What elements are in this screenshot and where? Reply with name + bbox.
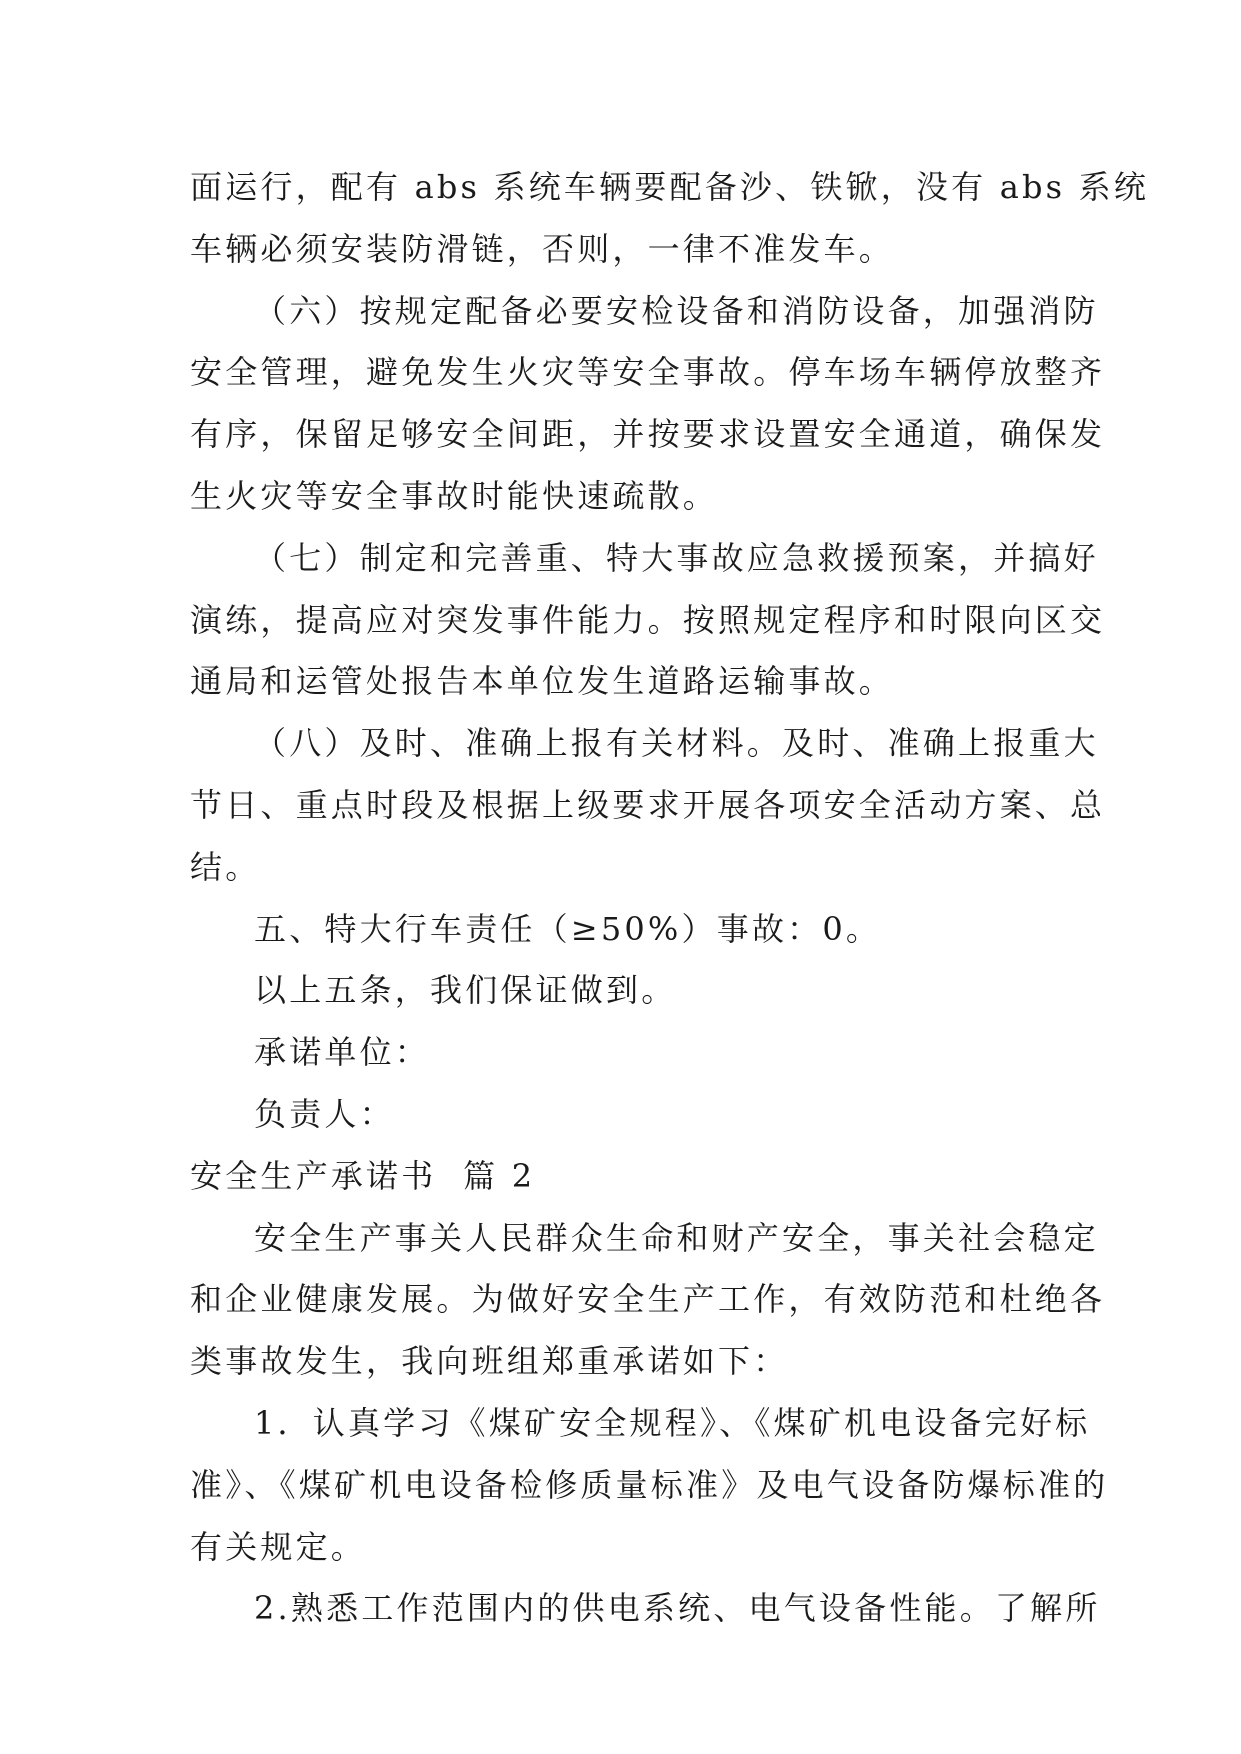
text-line: 五、特大行车责任（≥50%）事故：0。 [254,909,882,948]
paragraph-item-7 [190,528,1106,713]
text-line: 通局和运管处报告本单位发生道路运输事故。 [190,662,895,701]
text-line: （八）及时、准确上报有关材料。及时、准确上报重大 [254,724,1099,763]
paragraph-item-8 [190,713,1106,898]
paragraph-commitment-2 [190,1578,1101,1640]
text-line: 和企业健康发展。为做好安全生产工作，有效防范和杜绝各 [190,1280,1106,1319]
section-title-text: 安全生产承诺书 篇 2 [190,1156,536,1195]
paragraph-section-5 [190,899,1050,961]
text-line: 演练，提高应对突发事件能力。按照规定程序和时限向区交 [190,600,1106,639]
paragraph-responsible-person [190,1084,1050,1146]
text-line: 面运行，配有 abs 系统车辆要配备沙、铁锨，没有 abs 系统 [190,168,1150,206]
text-line: 结。 [190,847,261,886]
paragraph-abs-vehicles [190,157,1150,281]
paragraph-intro [190,1208,1106,1393]
section-title [190,1146,1050,1208]
text-line: 有序，保留足够安全间距，并按要求设置安全通道，确保发 [190,415,1106,454]
text-line: 安全生产事关人民群众生命和财产安全，事关社会稳定 [254,1218,1099,1257]
text-line: 1．认真学习《煤矿安全规程》、《煤矿机电设备完好标 [254,1403,1091,1442]
text-line: 准》、《煤矿机电设备检修质量标准》及电气设备防爆标准的 [190,1465,1109,1504]
text-line: 有关规定。 [190,1527,367,1566]
paragraph-item-6 [190,281,1106,528]
text-line: 生火灾等安全事故时能快速疏散。 [190,476,719,515]
text-line: （六）按规定配备必要安检设备和消防设备，加强消防 [254,291,1099,330]
text-line: 节日、重点时段及根据上级要求开展各项安全活动方案、总 [190,785,1106,824]
document-body [190,157,1150,1640]
text-line: 车辆必须安装防滑链，否则，一律不准发车。 [190,229,895,268]
paragraph-committing-unit [190,1022,1050,1084]
text-line: 类事故发生，我向班组郑重承诺如下： [190,1342,789,1381]
text-line: 以上五条，我们保证做到。 [254,971,677,1010]
text-line: 承诺单位： [254,1033,431,1072]
text-line: 负责人： [254,1094,395,1133]
text-line: 安全管理，避免发生火灾等安全事故。停车场车辆停放整齐 [190,353,1106,392]
text-line: 2.熟悉工作范围内的供电系统、电气设备性能。了解所 [254,1589,1101,1628]
text-line: （七）制定和完善重、特大事故应急救援预案，并搞好 [254,538,1099,577]
paragraph-commitment-1 [190,1393,1109,1578]
paragraph-guarantee [190,960,1050,1022]
